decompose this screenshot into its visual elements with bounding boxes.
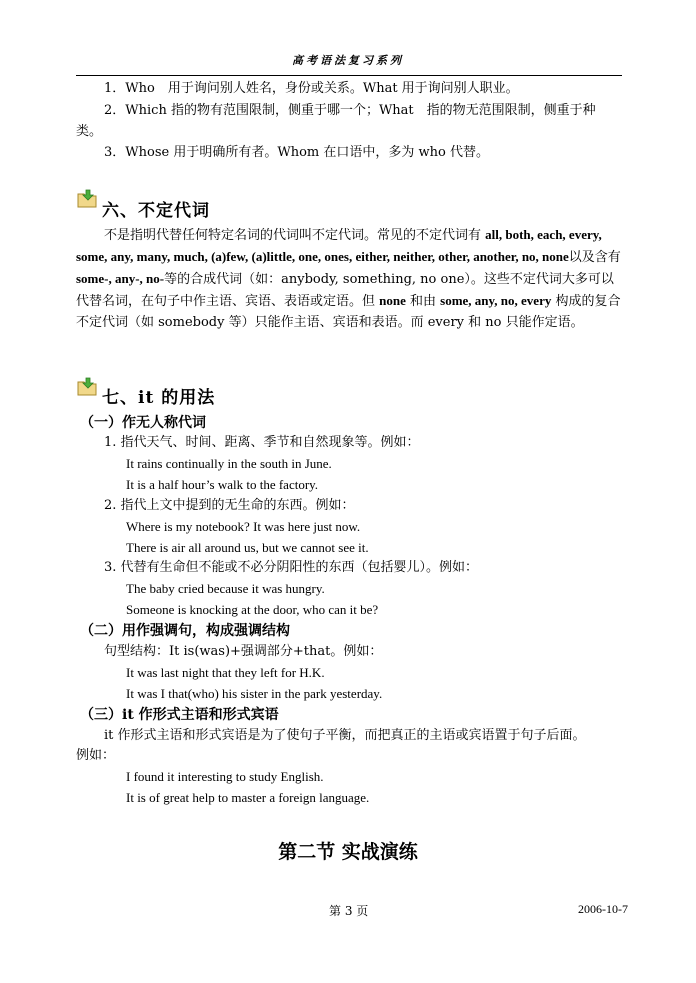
example-line: It is of great help to master a foreign language. xyxy=(126,790,370,805)
section-title: 第二节 实战演练 xyxy=(278,841,418,863)
paragraph-line: 例如： xyxy=(76,748,116,763)
example-line: The baby cried because it was hungry. xyxy=(126,581,325,596)
subheading-formal-subject: （三）it 作形式主语和形式宾语 xyxy=(80,707,279,723)
page-number: 第 3 页 xyxy=(329,904,369,918)
paragraph-line: it 作形式主语和形式宾语是为了使句子平衡，而把真正的主语或宾语置于句子后面。 xyxy=(104,728,586,743)
header-rule xyxy=(76,75,622,76)
list-item-which-cont: 类。 xyxy=(76,124,103,139)
subheading-impersonal: （一）作无人称代词 xyxy=(80,415,206,431)
subheading-emphatic: （二）用作强调句，构成强调结构 xyxy=(80,623,290,639)
pattern-line: 句型结构：It is(was)+强调部分+that。例如： xyxy=(104,644,383,659)
example-line: Where is my notebook? It was here just now. xyxy=(126,519,361,534)
running-header: 高考语法复习系列 xyxy=(292,54,404,67)
item-1: 1. 指代天气、时间、距离、季节和自然现象等。例如： xyxy=(104,435,420,450)
example-line: I found it interesting to study English. xyxy=(126,769,324,784)
example-line: It was I that(who) his sister in the park yesterday. xyxy=(126,686,383,701)
example-line: There is air all around us, but we cannot see it. xyxy=(126,540,369,555)
indefinite-pronouns-paragraph: 不是指明代替任何特定名词的代词叫不定代词。常见的不定代词有 all, both, each, every, some, any, many, much, (a)few, (a)little, one, ones, either, neither, other, another, no, none以及含有 some-, any-, no-等的合成代词（如：anybody, something, no one）。这些不定代词大多可以代替名词，在句子中作主语、宾语、表语或定语。但 none 和由 some, any, no, every 构成的复合不定代词（如 somebody 等）只能作主语、宾语和表语。而 every 和 no 只能作定语。 xyxy=(76,227,621,330)
item-2: 2. 指代上文中提到的无生命的东西。例如： xyxy=(104,498,355,513)
folder-arrow-icon xyxy=(76,188,98,214)
footer-date: 2006-10-7 xyxy=(578,902,628,916)
list-item-which: 2．Which 指的物有范围限制，侧重于哪一个；What 指的物无范围限制，侧重于种 xyxy=(104,103,596,118)
example-line: It is a half hour’s walk to the factory. xyxy=(126,477,319,492)
section-heading-it-usage: 七、it 的用法 xyxy=(102,388,216,408)
example-line: Someone is knocking at the door, who can it be? xyxy=(126,602,379,617)
example-line: It was last night that they left for H.K. xyxy=(126,665,325,680)
folder-arrow-icon xyxy=(76,376,98,402)
list-item-who: 1．Who 用于询问别人姓名，身份或关系。What 用于询问别人职业。 xyxy=(104,81,519,96)
item-3: 3. 代替有生命但不能或不必分阴阳性的东西（包括婴儿）。例如： xyxy=(104,560,479,575)
list-item-whose: 3．Whose 用于明确所有者。Whom 在口语中，多为 who 代替。 xyxy=(104,145,489,160)
example-line: It rains continually in the south in June. xyxy=(126,456,332,471)
section-heading-indefinite-pronouns: 六、不定代词 xyxy=(102,201,210,221)
